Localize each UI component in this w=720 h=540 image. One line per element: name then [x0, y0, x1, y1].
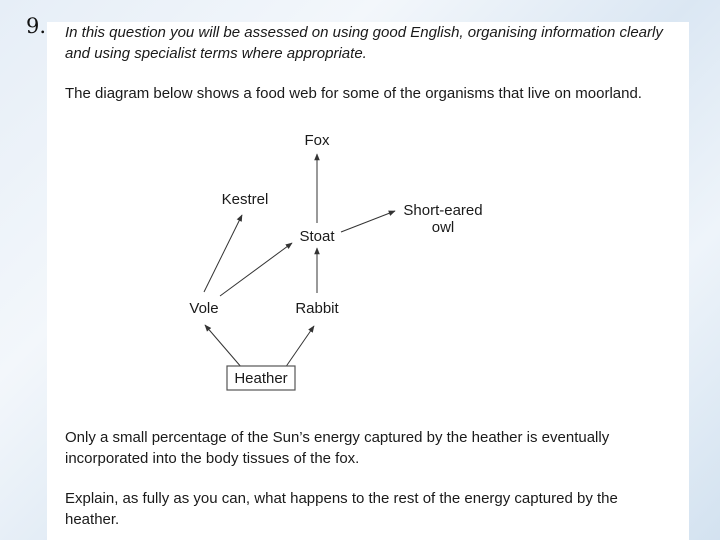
question-number: 9.	[26, 14, 47, 38]
energy-statement: Only a small percentage of the Sun’s energy captured by the heather is eventually incorporated into the body tissues of the fox.	[65, 429, 610, 467]
arrow-stoat-to-owl	[341, 211, 395, 232]
diagram-introduction: The diagram below shows a food web for some of the organisms that live on moorland.	[65, 85, 642, 102]
arrow-vole-to-stoat	[220, 243, 292, 296]
node-heather: Heather	[234, 370, 288, 387]
node-owl-line1: Short-eared	[403, 202, 483, 219]
arrow-heather-to-rabbit	[285, 326, 314, 368]
node-vole: Vole	[189, 300, 219, 317]
node-rabbit: Rabbit	[295, 300, 339, 317]
node-fox: Fox	[304, 132, 330, 149]
node-kestrel: Kestrel	[221, 191, 269, 208]
arrow-heather-to-vole	[205, 325, 242, 368]
arrow-vole-to-kestrel	[204, 215, 242, 292]
question-prompt: Explain, as fully as you can, what happens to the rest of the energy captured by the heather.	[65, 490, 618, 528]
assessment-instruction: In this question you will be assessed on using good English, organising information clearly and using specialist terms where appropriate.	[65, 24, 663, 62]
node-owl-line2: owl	[431, 219, 455, 236]
node-stoat: Stoat	[299, 228, 335, 245]
